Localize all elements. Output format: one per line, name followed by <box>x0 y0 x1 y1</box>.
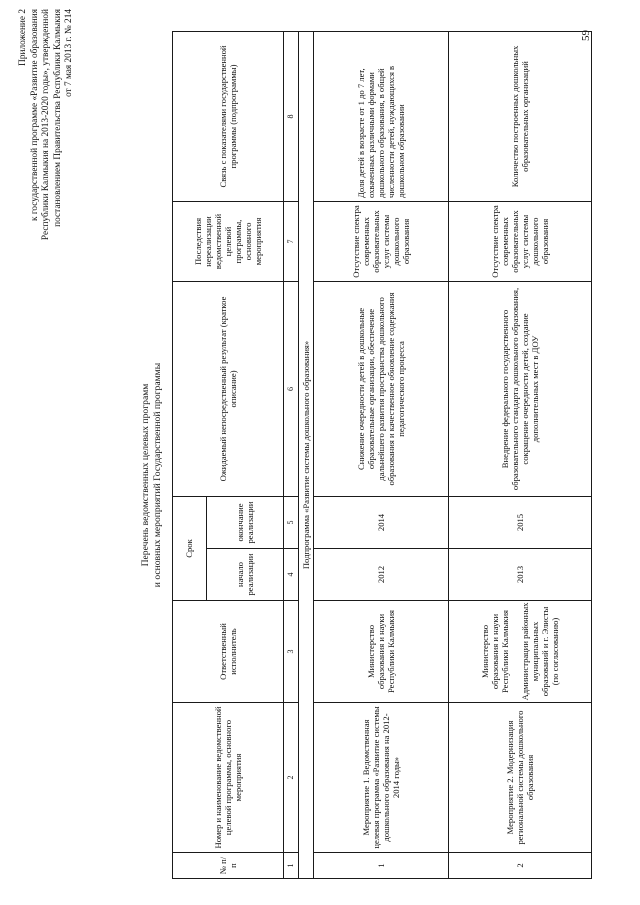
row-result: Внедрение федерального государственного образовательного стандарта дошкольного образования, сокращение очередности детей, создание дополнительных мест в ДОУ <box>449 281 592 496</box>
row-name: Мероприятие 1. Ведомственная целевая программа «Развитие системы дошкольного образования на 2012-2014 годы» <box>314 703 449 853</box>
row-start: 2012 <box>314 549 449 601</box>
row-name: Мероприятие 2. Модернизация региональной системы дошкольного образования <box>449 703 592 853</box>
subprogram-title: Подпрограмма «Развитие системы дошкольного образования» <box>299 31 314 878</box>
column-number-row <box>284 31 299 878</box>
header-link: Связь с показателями государственной программы (подпрограммы) <box>173 31 284 201</box>
row-link: Доля детей в возрасте от 1 до 7 лет, охваченных различными формами дошкольного образования, в общей численности детей, нуждающихся в дошкольном образовании <box>314 31 449 201</box>
column-number: 6 <box>284 281 299 496</box>
table-row <box>449 31 592 878</box>
appendix-line: от 7 мая 2013 г. № 214 <box>64 9 75 97</box>
column-number: 2 <box>284 703 299 853</box>
page-number: 59 <box>580 30 592 41</box>
header-consequences: Последствия нереализации ведомственной целевой программы, основного мероприятия <box>173 201 284 281</box>
header-name: Номер и наименование ведомственной целевой программы, основного мероприятия <box>173 703 284 853</box>
subprogram-row <box>299 31 314 878</box>
table-row <box>314 31 449 878</box>
header-result: Ожидаемый непосредственный результат (краткое описание) <box>173 281 284 496</box>
header-term: Срок <box>173 496 207 600</box>
column-number: 5 <box>284 496 299 548</box>
row-num: 2 <box>449 853 592 879</box>
appendix-line: постановлением Правительства Республики Калмыкия <box>52 9 63 227</box>
row-executor <box>449 601 592 703</box>
title-line-2: и основных мероприятий Государственной программы <box>152 362 163 588</box>
row-end: 2014 <box>314 496 449 548</box>
document-title <box>140 195 164 755</box>
row-consequences: Отсутствие спектра современных образовательных услуг системы дошкольного образования <box>314 201 449 281</box>
row-result: Снижение очередности детей в дошкольные образовательные организации, обеспечение дальнейшего развития пространства дошкольного образования и качественное обновление содержания педагогического процесса <box>314 281 449 496</box>
row-executor-ministry: Министерство образования и науки Республики Калмыкия <box>480 610 510 693</box>
column-number: 4 <box>284 549 299 601</box>
header-row <box>173 31 207 878</box>
header-executor: Ответственный исполнитель <box>173 601 284 703</box>
column-number: 8 <box>284 31 299 201</box>
appendix-line: Республики Калмыкия на 2013-2020 годы», утвержденной <box>41 9 52 241</box>
row-num: 1 <box>314 853 449 879</box>
column-number: 3 <box>284 601 299 703</box>
title-line-1: Перечень ведомственных целевых программ <box>140 383 151 567</box>
appendix-line: Приложение 2 <box>18 9 28 66</box>
row-link: Количество построенных дошкольных образовательных организаций <box>449 31 592 201</box>
row-executor-administrations: Администрации районных муниципальных образований и г. Элисты (по согласованию) <box>520 602 560 701</box>
row-consequences: Отсутствие спектра современных образовательных услуг системы дошкольного образования <box>449 201 592 281</box>
header-start: начало реализации <box>206 549 283 601</box>
appendix-note <box>18 9 76 339</box>
row-executor: Министерство образования и науки Республики Калмыкия <box>314 601 449 703</box>
header-num: № п/п <box>173 853 284 879</box>
row-start: 2013 <box>449 549 592 601</box>
column-number: 7 <box>284 201 299 281</box>
header-end: окончание реализации <box>206 496 283 548</box>
programs-table <box>172 31 592 879</box>
column-number: 1 <box>284 853 299 879</box>
row-end: 2015 <box>449 496 592 548</box>
appendix-line: к государственной программе «Развитие образования <box>29 9 40 222</box>
